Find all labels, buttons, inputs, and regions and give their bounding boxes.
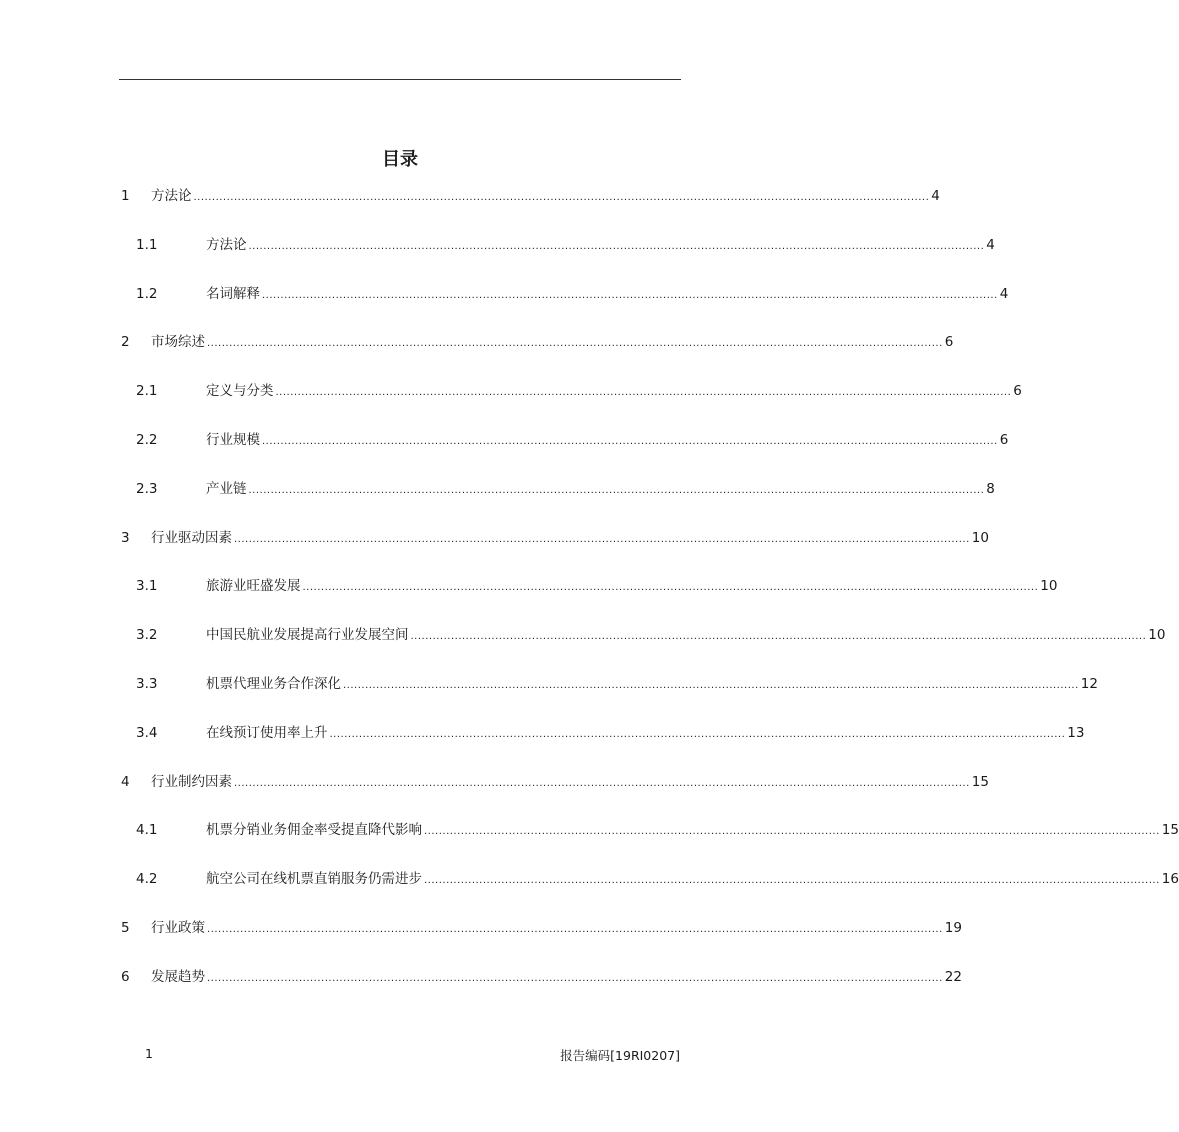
toc-entry-page: 10	[1040, 578, 1058, 595]
toc-dot-leader: ........................................................................................................................................................................................................	[262, 289, 998, 301]
toc-entry-body	[206, 479, 995, 501]
toc-dot-leader: ........................................................................................................................................................................................................	[343, 680, 1079, 691]
toc-entry-number: 1.2	[136, 285, 158, 302]
toc-entry-number: 3	[121, 529, 130, 546]
toc-entry-page: 6	[999, 432, 1009, 448]
toc-entry-page: 12	[1080, 676, 1098, 692]
toc-entry-body	[206, 430, 1009, 452]
toc-entry-number: 2.1	[136, 383, 158, 400]
toc-entry-label: 定义与分类	[206, 383, 274, 400]
toc-entry-page: 6	[944, 334, 954, 351]
toc-entry-label: 市场综述	[151, 334, 205, 351]
toc-dot-leader: ........................................................................................................................................................................................................	[262, 436, 998, 447]
toc-entry-body	[151, 186, 940, 208]
toc-entry[interactable]	[119, 332, 954, 352]
toc-entry[interactable]	[119, 869, 1179, 889]
footer-report-code: 报告编码[19RI0207]	[560, 1048, 680, 1063]
toc-entry[interactable]	[119, 430, 1009, 450]
toc-dot-leader: ........................................................................................................................................................................................................	[424, 826, 1160, 838]
toc-entry-number: 2	[121, 334, 130, 351]
toc-entry-body	[206, 723, 1085, 745]
toc-entry[interactable]	[119, 479, 995, 499]
toc-entry-page: 10	[971, 529, 989, 546]
toc-entry-number: 5	[121, 920, 130, 936]
toc-entry[interactable]	[119, 918, 962, 938]
toc-entry-label: 中国民航业发展提高行业发展空间	[206, 627, 409, 644]
toc-entry-number: 4.2	[136, 871, 158, 888]
toc-entry-page: 4	[986, 236, 995, 253]
toc-entry-label: 行业规模	[206, 432, 260, 448]
toc-entry-body	[206, 284, 1009, 306]
toc-entry-page: 16	[1161, 871, 1179, 888]
toc-entry-body	[206, 235, 995, 257]
toc-entry[interactable]	[119, 381, 1022, 401]
toc-entry-body	[206, 820, 1179, 842]
toc-entry-body	[206, 674, 1098, 696]
toc-dot-leader: ........................................................................................................................................................................................................	[234, 777, 970, 789]
toc-entry-label: 行业制约因素	[151, 773, 232, 790]
toc-entry-page: 15	[971, 773, 989, 790]
toc-entry-body	[151, 967, 962, 989]
footer-page-number: 1	[145, 1046, 153, 1061]
toc-dot-leader: ........................................................................................................................................................................................................	[207, 972, 943, 984]
toc-dot-leader: ........................................................................................................................................................................................................	[193, 192, 930, 203]
toc-entry-number: 4	[121, 773, 130, 790]
toc-entry[interactable]	[119, 820, 1179, 840]
toc-entry-number: 3.3	[136, 676, 158, 692]
toc-entry-label: 机票分销业务佣金率受提直降代影响	[206, 822, 422, 839]
toc-entry-label: 行业政策	[151, 920, 205, 936]
toc-entry[interactable]	[119, 674, 1098, 694]
toc-entry-label: 产业链	[206, 480, 247, 497]
toc-entry-page: 8	[986, 480, 995, 497]
toc-entry-page: 4	[999, 285, 1009, 302]
toc-entry-number: 3.2	[136, 627, 158, 644]
toc-entry-page: 6	[1013, 383, 1022, 400]
toc-entry-body	[206, 625, 1166, 647]
toc-dot-leader: ........................................................................................................................................................................................................	[302, 582, 1039, 594]
toc-entry-body	[151, 918, 962, 940]
toc-dot-leader: ........................................................................................................................................................................................................	[275, 387, 1012, 399]
toc-entry-page: 10	[1148, 627, 1166, 644]
toc-entry-page: 22	[944, 968, 962, 985]
toc-entry-page: 19	[944, 920, 962, 936]
toc-entry-label: 在线预订使用率上升	[206, 724, 328, 741]
toc-entry-label: 旅游业旺盛发展	[206, 578, 301, 595]
toc-dot-leader: ........................................................................................................................................................................................................	[410, 631, 1147, 643]
toc-entry-label: 名词解释	[206, 285, 260, 302]
toc-dot-leader: ........................................................................................................................................................................................................	[234, 533, 970, 545]
toc-entry-number: 3.4	[136, 724, 158, 741]
toc-entry-page: 15	[1161, 822, 1179, 839]
toc-entry[interactable]	[119, 235, 995, 255]
toc-entry-number: 2.3	[136, 480, 158, 497]
toc-entry-body	[206, 576, 1058, 598]
toc-entry-body	[151, 772, 989, 794]
toc-entry-body	[206, 381, 1022, 403]
toc-entry-label: 方法论	[206, 236, 247, 253]
toc-entry[interactable]	[119, 528, 989, 548]
toc-dot-leader: ........................................................................................................................................................................................................	[207, 924, 943, 935]
toc-entry-label: 行业驱动因素	[151, 529, 232, 546]
toc-entry[interactable]	[119, 576, 1058, 596]
toc-entry-number: 1.1	[136, 236, 158, 253]
toc-entry[interactable]	[119, 772, 989, 792]
toc-entry-body	[206, 869, 1179, 891]
toc-entry[interactable]	[119, 284, 1009, 304]
header-rule	[119, 79, 681, 80]
toc-entry[interactable]	[119, 186, 940, 206]
toc-entry-number: 2.2	[136, 432, 158, 448]
toc-entry-body	[151, 332, 954, 354]
toc-entry[interactable]	[119, 723, 1085, 743]
toc-entry-number: 3.1	[136, 578, 158, 595]
toc-entry[interactable]	[119, 625, 1166, 645]
toc-entry-label: 发展趋势	[151, 968, 205, 985]
toc-entry-page: 4	[931, 188, 940, 204]
toc-entry-number: 4.1	[136, 822, 158, 839]
toc-dot-leader: ........................................................................................................................................................................................................	[248, 484, 985, 496]
toc-dot-leader: ........................................................................................................................................................................................................	[424, 875, 1160, 887]
toc-dot-leader: ........................................................................................................................................................................................................	[207, 338, 943, 350]
toc-entry[interactable]	[119, 967, 962, 987]
toc-dot-leader: ........................................................................................................................................................................................................	[248, 240, 985, 252]
toc-entry-number: 6	[121, 968, 130, 985]
page-title: 目录	[382, 149, 418, 170]
toc-entry-label: 机票代理业务合作深化	[206, 676, 341, 692]
toc-entry-label: 航空公司在线机票直销服务仍需进步	[206, 871, 422, 888]
toc-entry-page: 13	[1067, 724, 1085, 741]
toc-dot-leader: ........................................................................................................................................................................................................	[329, 728, 1066, 740]
toc-entry-body	[151, 528, 989, 550]
toc-entry-label: 方法论	[151, 188, 192, 204]
toc-entry-number: 1	[121, 188, 130, 204]
